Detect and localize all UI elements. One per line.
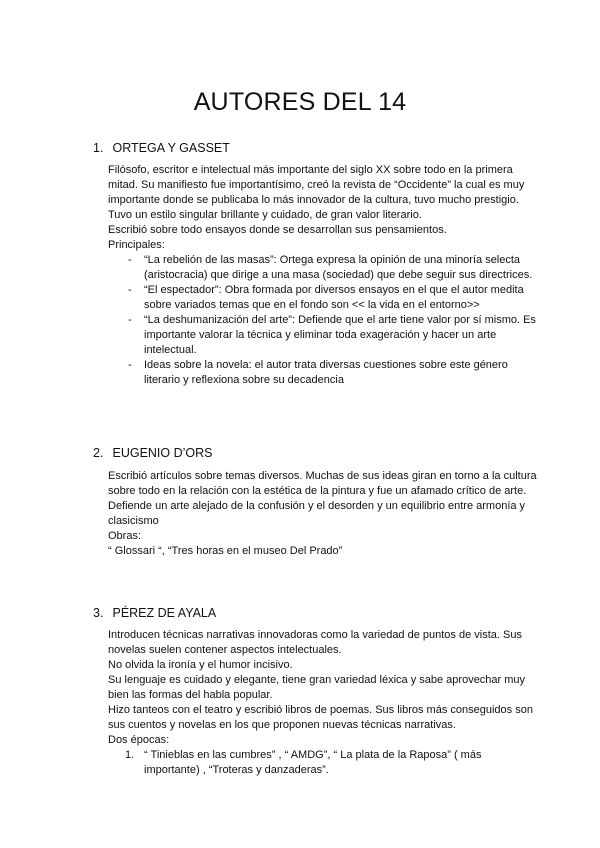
paragraph: Su lenguaje es cuidado y elegante, tiene gran variedad léxica y sabe aprovechar muy bien las formas del habla popular. [108, 674, 526, 701]
list-item-text: “La rebelión de las masas”: Ortega expresa la opinión de una minoría selecta (aristocracia) que dirige a una masa (sociedad) que debe seguir sus directrices. [144, 254, 533, 281]
section-body [108, 628, 538, 778]
epochs-list [108, 748, 538, 778]
paragraph: Introducen técnicas narrativas innovadoras como la variedad de puntos de vista. Sus novelas suelen contener aspectos intelectuales. [108, 629, 522, 656]
page-title: AUTORES DEL 14 [193, 88, 407, 116]
section-number: 3. [93, 606, 104, 620]
section-body [108, 163, 538, 388]
list-number: 1. [125, 749, 135, 761]
paragraph: Dos épocas: [108, 734, 170, 746]
works-list [108, 253, 538, 388]
list-item [108, 253, 538, 283]
paragraph: Defiende un arte alejado de la confusión y el desorden y un equilibrio entre armonía y clasicismo [108, 500, 526, 527]
dash-marker: - [128, 254, 132, 266]
dash-marker: - [128, 284, 132, 296]
paragraph: Tuvo un estilo singular brillante y cuidado, de gran valor literario. [108, 209, 422, 221]
section-number: 2. [93, 446, 104, 460]
section-title: PÉREZ DE AYALA [112, 606, 217, 620]
paragraph: Escribió artículos sobre temas diversos. Muchas de sus ideas giran en torno a la cultura sobre todo en la relación con la estética de la pintura y fue un afamado crítico de arte. [108, 470, 537, 497]
paragraph: Obras: [108, 530, 142, 542]
paragraph: Filósofo, escritor e intelectual más importante del siglo XX sobre todo en la primera mitad. Su manifiesto fue importantísimo, creó la revista de “Occidente” la cual es muy importante donde se publicaba lo más innovador de la cultura, tuvo mucho prestigio. [108, 164, 525, 206]
list-item-text: Ideas sobre la novela: el autor trata diversas cuestiones sobre este género literario y reflexiona sobre su decadencia [144, 359, 508, 386]
list-item [108, 313, 538, 358]
list-item-text: “El espectador”: Obra formada por diversos ensayos en el que el autor medita sobre variados temas que en el fondo son << la vida en el entorno>> [144, 284, 524, 311]
dash-marker: - [128, 359, 132, 371]
section-heading [93, 606, 216, 620]
dash-marker: - [128, 314, 132, 326]
paragraph: Principales: [108, 239, 165, 251]
list-item-text: “ Tinieblas en las cumbres” , “ AMDG”, “ La plata de la Raposa” ( más importante) , “Troteras y danzaderas”. [144, 749, 482, 776]
list-item-text: “La deshumanización del arte”: Defiende que el arte tiene valor por sí mismo. Es importante valorar la técnica y eliminar toda exageración y hacer un arte intelectual. [144, 314, 536, 356]
section-number: 1. [93, 141, 104, 155]
paragraph: “ Glossari “, “Tres horas en el museo Del Prado” [108, 545, 343, 557]
paragraph: No olvida la ironía y el humor incisivo. [108, 659, 293, 671]
list-item [108, 283, 538, 313]
section-heading [93, 141, 230, 155]
list-item [108, 358, 538, 388]
section-title: EUGENIO D’ORS [112, 446, 213, 460]
list-item [108, 748, 538, 778]
section-heading [93, 446, 213, 460]
paragraph: Escribió sobre todo ensayos donde se desarrollan sus pensamientos. [108, 224, 447, 236]
paragraph: Hizo tanteos con el teatro y escribió libros de poemas. Sus libros más conseguidos son sus cuentos y novelas en los que proponen nuevas técnicas narrativas. [108, 704, 533, 731]
section-title: ORTEGA Y GASSET [112, 141, 230, 155]
section-body [108, 469, 538, 559]
